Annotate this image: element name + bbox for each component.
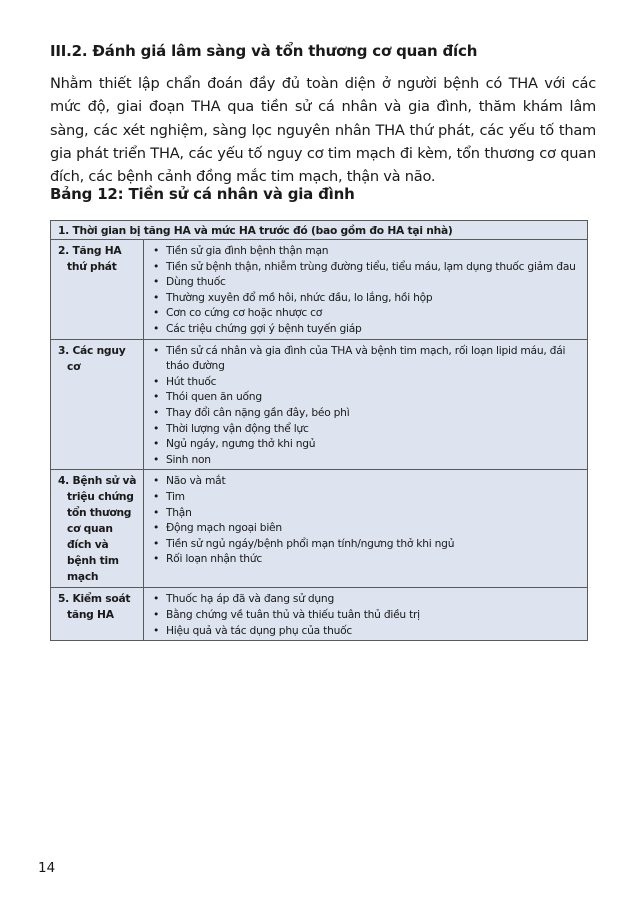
list-item: • Hiệu quả và tác dụng phụ của thuốc (151, 623, 581, 639)
list-item: • Thói quen ăn uống (151, 389, 581, 405)
list-item: • Tim (151, 489, 581, 505)
row-label: 4. Bệnh sử và triệu chứng tổn thương cơ quan đích và bệnh tim mạch (58, 474, 137, 584)
list-item: • Thường xuyên đổ mồ hôi, nhức đầu, lo lắng, hồi hộp (151, 290, 581, 306)
list-item: • Tiền sử ngủ ngáy/bệnh phổi mạn tính/ngưng thở khi ngủ (151, 536, 581, 552)
list-item: • Thay đổi cân nặng gần đây, béo phì (151, 405, 581, 421)
header-cell: 1. Thời gian bị tăng HA và mức HA trước đó (bao gồm đo HA tại nhà) (51, 221, 588, 240)
row-items-cell (144, 470, 588, 588)
row-label: 2. Tăng HA thứ phát (58, 244, 122, 273)
table-header-row (51, 221, 588, 240)
list-item: • Dùng thuốc (151, 274, 581, 290)
row-items-cell (144, 588, 588, 641)
history-table (50, 220, 588, 641)
table-row (51, 470, 588, 588)
list-item: • Bằng chứng về tuân thủ và thiếu tuân thủ điều trị (151, 607, 581, 623)
list-item: • Ngủ ngáy, ngưng thở khi ngủ (151, 436, 581, 452)
row-label: 3. Các nguy cơ (58, 343, 126, 373)
row-label-cell (51, 240, 144, 340)
row-label-cell (51, 470, 144, 588)
bullet-list (151, 473, 581, 567)
list-item: • Não và mắt (151, 473, 581, 489)
list-item: • Tiền sử cá nhân và gia đình của THA và bệnh tim mạch, rối loạn lipid máu, đái tháo đường (151, 343, 581, 374)
bullet-list (151, 243, 581, 337)
list-item: • Sinh non (151, 452, 581, 468)
intro-paragraph: Nhằm thiết lập chẩn đoán đầy đủ toàn diện ở người bệnh có THA với các mức độ, giai đoạn THA qua tiền sử cá nhân và gia đình, thăm khám lâm sàng, các xét nghiệm, sàng lọc nguyên nhân THA thứ phát, các yếu tố tham gia phát triển THA, các yếu tố nguy cơ tim mạch đi kèm, tổn thương cơ quan đích, các bệnh cảnh đồng mắc tim mạch, thận và não. (50, 75, 596, 186)
page-number: 14 (38, 860, 56, 876)
list-item: • Hút thuốc (151, 374, 581, 390)
list-item: • Các triệu chứng gợi ý bệnh tuyến giáp (151, 321, 581, 337)
list-item: • Thời lượng vận động thể lực (151, 421, 581, 437)
list-item: • Cơn co cứng cơ hoặc nhược cơ (151, 305, 581, 321)
list-item: • Thuốc hạ áp đã và đang sử dụng (151, 591, 581, 607)
row-label-cell (51, 339, 144, 470)
list-item: • Động mạch ngoại biên (151, 520, 581, 536)
section-heading: III.2. Đánh giá lâm sàng và tổn thương cơ quan đích (50, 42, 478, 60)
table-row (51, 588, 588, 641)
list-item: • Tiền sử bệnh thận, nhiễm trùng đường tiểu, tiểu máu, lạm dụng thuốc giảm đau (151, 259, 581, 275)
bullet-list (151, 343, 581, 468)
row-items-cell (144, 240, 588, 340)
table-title: Bảng 12: Tiền sử cá nhân và gia đình (50, 185, 355, 203)
list-item: • Tiền sử gia đình bệnh thận mạn (151, 243, 581, 259)
row-items-cell (144, 339, 588, 470)
row-label-cell (51, 588, 144, 641)
bullet-list (151, 591, 581, 638)
table-row (51, 240, 588, 340)
list-item: • Thận (151, 505, 581, 521)
list-item: • Rối loạn nhận thức (151, 551, 581, 567)
row-label: 5. Kiểm soát tăng HA (58, 592, 131, 622)
table-row (51, 339, 588, 470)
